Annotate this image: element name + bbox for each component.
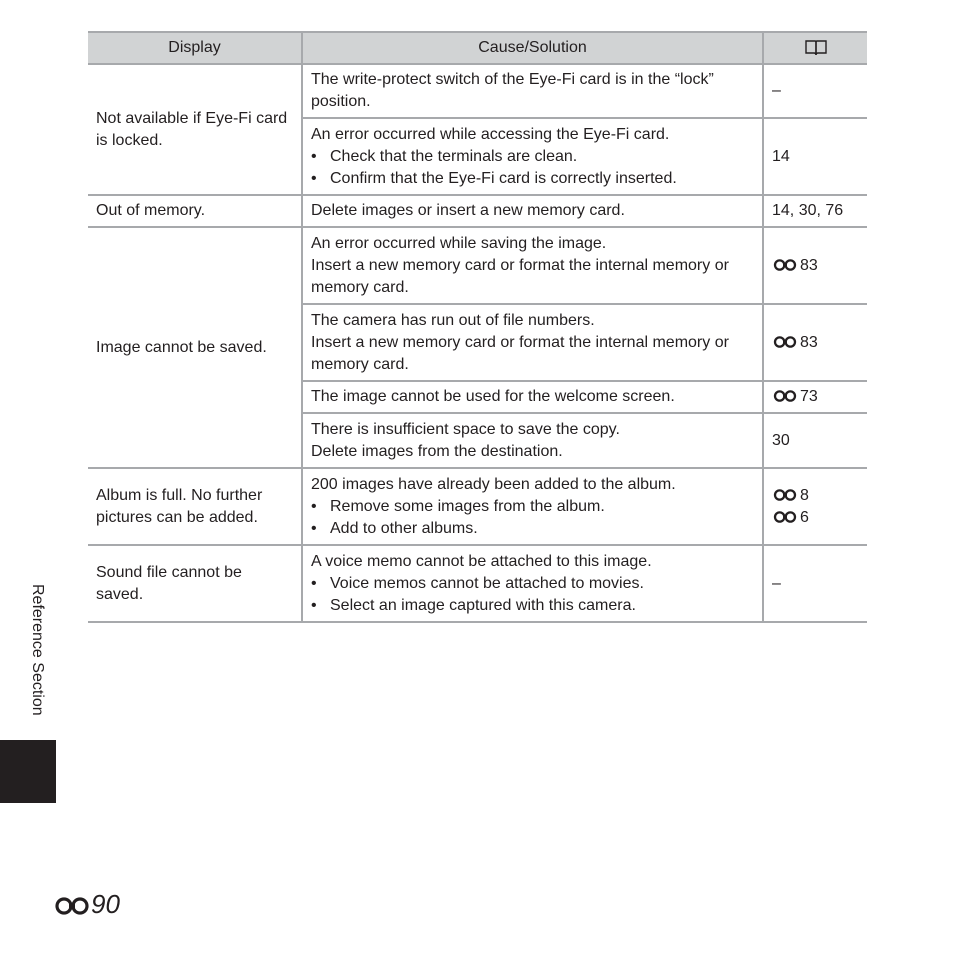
cause-text: The camera has run out of file numbers. (311, 311, 595, 329)
ref-cell (763, 227, 867, 304)
bullet-item: • Voice memos cannot be attached to movies. (311, 574, 644, 592)
display-text: Sound file cannot be saved. (96, 563, 242, 603)
side-label: Reference Section (29, 584, 46, 716)
bullet-item: • Check that the terminals are clean. (311, 147, 578, 165)
ref-cell (763, 118, 867, 195)
page-reference: – (772, 82, 781, 99)
cause-cell (302, 118, 763, 195)
bullet-item: • Remove some images from the album. (311, 497, 605, 515)
ref-cell (763, 304, 867, 381)
reference-section-icon (772, 332, 798, 354)
bullet-item: • Select an image captured with this camera. (311, 596, 636, 614)
cause-text: An error occurred while saving the image. (311, 234, 607, 252)
display-text: Out of memory. (96, 202, 206, 219)
table-row (88, 195, 867, 227)
display-cell (88, 468, 302, 545)
section-tab (0, 740, 56, 803)
error-table (88, 31, 867, 623)
page-reference: 14 (772, 147, 790, 165)
book-icon (804, 39, 828, 56)
cause-text: Insert a new memory card or format the internal memory or memory card. (311, 256, 729, 296)
page-reference: 83 (800, 333, 818, 351)
cause-cell (302, 195, 763, 227)
cause-cell (302, 413, 763, 468)
display-cell (88, 545, 302, 622)
bullet-item: • Confirm that the Eye-Fi card is correctly inserted. (311, 169, 677, 187)
page-reference: 14, 30, 76 (772, 202, 844, 219)
reference-section-icon (772, 255, 798, 277)
table-row (88, 227, 867, 304)
display-cell (88, 195, 302, 227)
cause-cell (302, 304, 763, 381)
reference-section-icon (772, 386, 798, 408)
display-text: Not available if Eye-Fi card is locked. (96, 109, 288, 149)
table-row (88, 468, 867, 545)
reference-section-icon (772, 507, 798, 529)
display-text: Album is full. No further pictures can be added. (96, 486, 263, 526)
cause-text: The write-protect switch of the Eye-Fi card is in the “lock” position. (311, 71, 714, 110)
reference-section-icon (772, 485, 798, 507)
ref-cell (763, 195, 867, 227)
cause-cell (302, 64, 763, 118)
page-reference: 30 (772, 431, 790, 449)
cause-cell (302, 381, 763, 413)
cause-text: There is insufficient space to save the copy. (311, 420, 620, 438)
cause-text: Insert a new memory card or format the internal memory or memory card. (311, 333, 729, 373)
ref-cell (763, 545, 867, 622)
page-reference: – (772, 574, 781, 592)
cause-text: An error occurred while accessing the Eye-Fi card. (311, 125, 670, 143)
cause-text: A voice memo cannot be attached to this image. (311, 552, 652, 570)
cause-cell (302, 227, 763, 304)
reference-section-icon (55, 893, 89, 919)
header-ref (763, 32, 867, 64)
cause-text: Delete images or insert a new memory card. (311, 202, 625, 219)
bullet-item: • Add to other albums. (311, 519, 478, 537)
table-row (88, 545, 867, 622)
cause-text: 200 images have already been added to the album. (311, 475, 676, 493)
ref-cell (763, 64, 867, 118)
header-cause: Cause/Solution (302, 32, 763, 64)
display-cell (88, 64, 302, 195)
ref-cell (763, 381, 867, 413)
page-reference: 83 (800, 256, 818, 274)
ref-cell (763, 468, 867, 545)
cause-cell (302, 545, 763, 622)
cause-text: Delete images from the destination. (311, 442, 563, 460)
display-cell (88, 227, 302, 468)
cause-cell (302, 468, 763, 545)
table-header-row (88, 32, 867, 64)
page-reference: 8 (800, 486, 809, 504)
display-text: Image cannot be saved. (96, 338, 267, 356)
cause-text: The image cannot be used for the welcome screen. (311, 388, 675, 405)
table-row (88, 64, 867, 118)
header-display: Display (88, 32, 302, 64)
page-reference: 73 (800, 388, 818, 405)
page-number-value: 90 (91, 889, 120, 919)
page-reference: 6 (800, 508, 809, 526)
page-number (55, 889, 120, 920)
ref-cell (763, 413, 867, 468)
